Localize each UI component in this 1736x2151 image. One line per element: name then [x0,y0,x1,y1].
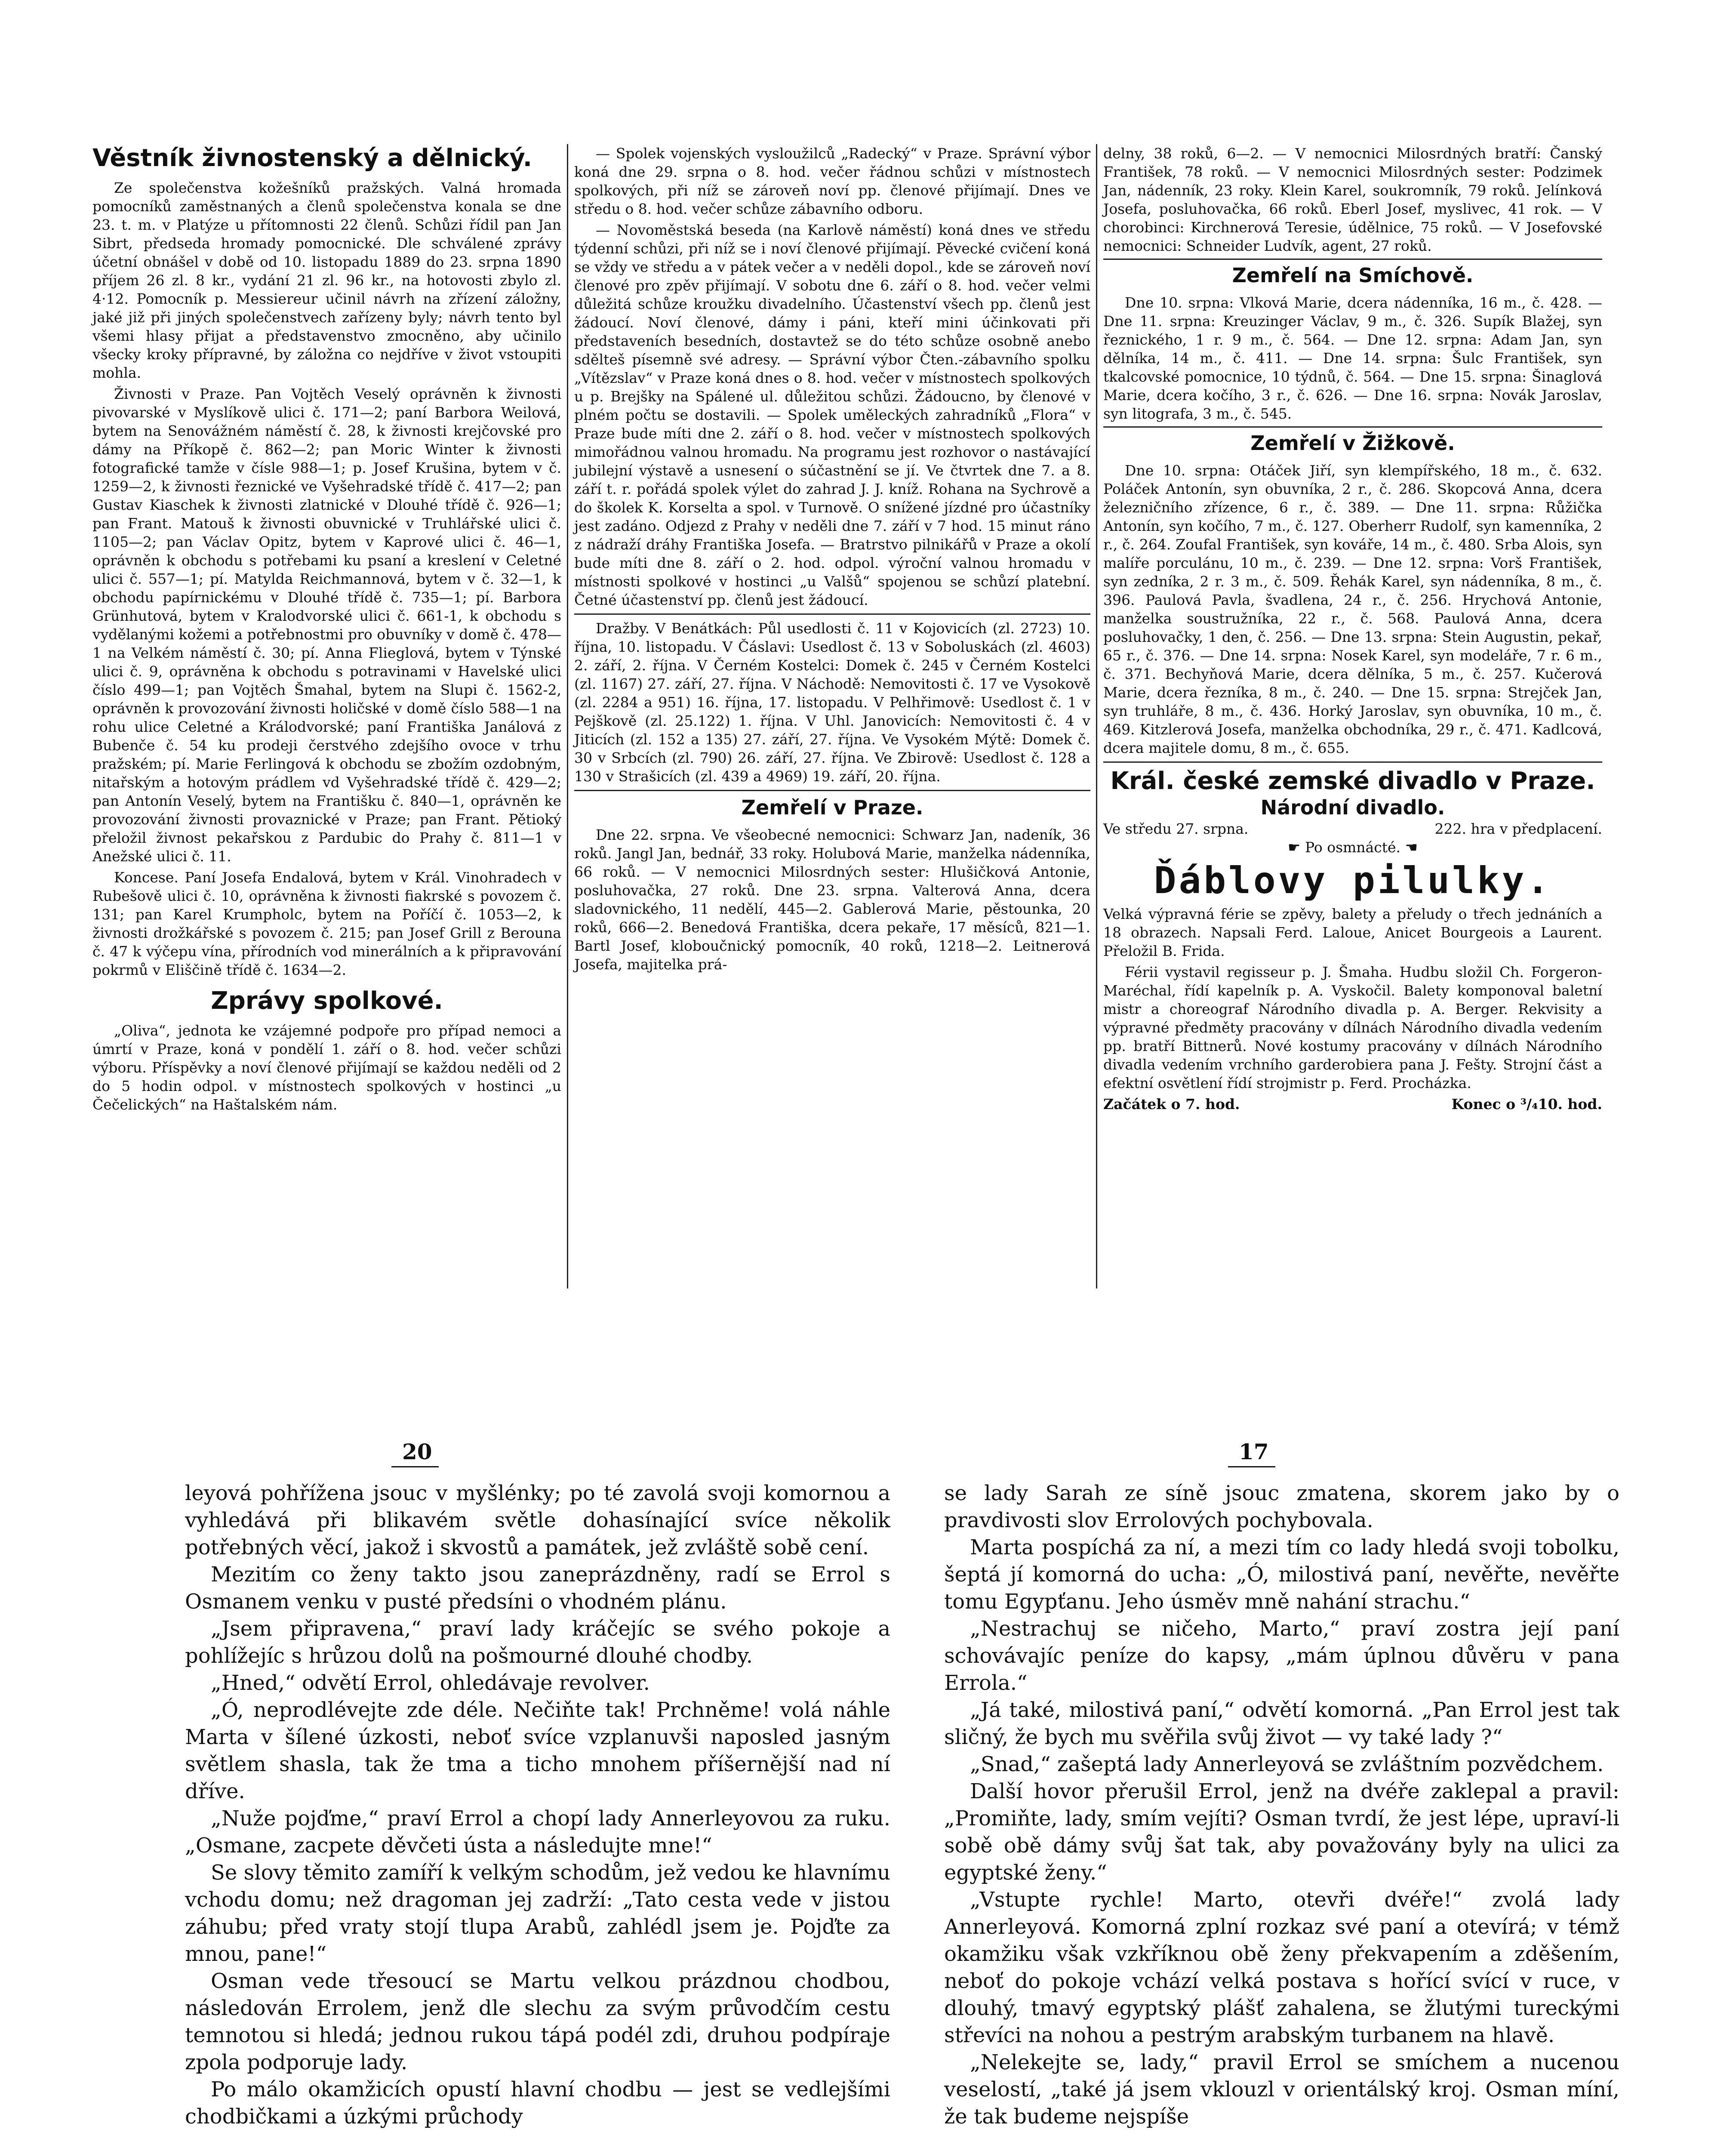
paragraph: — Novoměstská beseda (na Karlově náměstí) koná dnes ve středu týdenní schůzi, při níž se i noví členové přijímají. Pěvecké cvičení koná se vždy ve středu a v pátek večer a v neděli dopol., kde se zároveň noví členové pro zpěv přijímají. V sobotu dne 6. září o 8. hod. večer velmi důležitá schůze kroužku divadelního. Účastenství všech pp. členů jest žádoucí. Noví členové, dámy i páni, kteří mini účinkovati při představeních besedních, dostavtež se do této schůze osobně anebo sdělteš písemně své adresy. — Správní výbor Čten.-zábavního spolku „Vítězslav“ v Praze koná dnes o 8. hod. večer v místnostech spolkových u p. Brejšky na Spálené ul. důležitou schůzi. Žádoucno, by členové v plném počtu se dostavili. — Spolek uměleckých zahradníků „Flora“ v Praze bude míti dne 2. září o 8. hod. večer v místnostech spolkových mimořádnou valnou hromadu. Na programu jest rozhovor o nastávající jubilejní výstavě a usnesení o súčastnění se jí. Ve čtvrtek dne 7. a 8. září t. r. pořádá spolek výlet do zahrad J. J. kníž. Rohana na Sychrově a do školek K. Korselta a spol. v Turnově. O snížené jízdné pro účastníky jest zadáno. Odjezd z Prahy v neděli dne 7. září v 7 hod. 15 minut ráno z nádraží dráhy Františka Josefa. — Bratrstvo pilnikářů v Praze a okolí bude míti dne 8. září o 2. hod. odpol. výroční valnou hromadu v místnosti spolkové v hostinci „u Valšů“ spojenou se schůzí platební. Četné účastenství pp. členů jest žádoucí. [574,222,1090,608]
section-heading-trade: Věstník živnostenský a dělnický. [92,144,532,172]
paragraph: Koncese. Paní Josefa Endalová, bytem v Král. Vinohradech v Rubešově ulici č. 10, oprávněna k živnosti fiakrské s povozem č. 131; pan Karel Krumpholc, bytem na Poříčí č. 1053—2, k živnosti drožkářské s povozem č. 215; pan Josef Grill z Berouna č. 47 k výčepu vína, přírodních vod minerálních a k připravování pokrmů v Eliščině třídě č. 1634—2. [92,869,561,978]
paragraph: se lady Sarah ze síně jsouc zmatena, skorem jako by o pravdivosti slov Errolových pochybovala. [944,1481,1619,1532]
performance-number: ☛ Po osmnácté. ☚ [1287,839,1418,856]
paragraph: Mezitím co ženy takto jsou zaneprázdněny, radí se Errol s Osmanem venku v pusté předsíni o vhodném plánu. [185,1562,890,1614]
paragraph: Ze společenstva kožešníků pražských. Valná hromada pomocníků zaměstnaných a členů společenstva konala se dne 23. t. m. v Platýze u přítomnosti 22 členů. Schůzi řídil pan Jan Sibrt, předseda hromady pomocnické. Dle schválené zprávy účetní obnášel v době od 10. listopadu 1889 do 23. srpna 1890 příjem 26 zl. 8 kr., vydání 21 zl. 96 kr., na hotovosti zbylo zl. 4·12. Pomocník p. Messiereur učinil návrh na zřízení záložny, jaké již při jiných společenstvech zařízeny byly; návrh tento byl všemi hlasy přijat a představenstvo zmocněno, aby učinilo všecky kroky přípravné, by záložna co nejdříve v život vstoupiti mohla. [92,179,561,381]
paragraph: Další hovor přerušil Errol, jenž na dvéře zaklepal a pravil: „Promiňte, lady, smím vejíti? Osman tvrdí, že jest lépe, upraví-li sobě obě dámy svůj šat tak, aby považovány byly na ulici za egyptské ženy.“ [944,1779,1619,1885]
paragraph: „Nuže pojďme,“ praví Errol a chopí lady Annerleyovou za ruku. „Osmane, zacpete děvčeti ústa a následujte mne!“ [185,1806,890,1858]
page-number-underline [391,1466,439,1467]
play-title: Ďáblovy pilulky. [1154,859,1552,902]
paragraph: — Spolek vojenských vysloužilců „Radecký“ v Praze. Správní výbor koná dne 29. srpna o 8. hod. večer řádnou schůzi v místnostech spolkových, při níž se zároveň noví pp. členové přijímají. Dnes ve středu o 8. hod. večer schůze zábavního odboru. [574,145,1090,217]
column-divider [567,144,568,1288]
page-number-right: 17 [1239,1439,1269,1464]
show-info-row [1103,820,1602,838]
column-1 [92,144,561,1116]
paragraph: „Já také, milostivá paní,“ odvětí komorná. „Pan Errol jest tak sličný, že bych mu svěřila svůj život — vy také lady ?“ [944,1698,1619,1749]
paragraph: Osman vede třesoucí se Martu velkou prázdnou chodbou, následován Errolem, jenž dle slechu za svým průvodčím cestu temnotou si hledá; jednou rukou tápá podél zdi, druhou podpíraje zpola podporuje lady. [185,1969,890,2074]
paragraph: „Vstupte rychle! Marto, otevři dvéře!“ zvolá lady Annerleyová. Komorná zplní rozkaz své paní a otevírá; v témž okamžiku však vzkříknou obě ženy překvapením a zděšením, neboť do pokoje vchází velká postava s hořící svící v ruce, v dlouhý, tmavý egyptský plášť zahalena, se žlutými tureckými střevíci na nohou a pestrým arabským turbanem na hlavě. [944,1888,1619,2047]
paragraph: Dne 10. srpna: Otáček Jiří, syn klempířského, 18 m., č. 632. Poláček Antonín, syn obuvníka, 2 r., č. 286. Skopcová Anna, dcera železničního zřízence, 6 r., č. 389. — Dne 11. srpna: Růžička Antonín, syn kočího, 7 m., č. 127. Oberherr Rudolf, syn kamenníka, 2 r., č. 264. Zoufal František, syn kováře, 14 m., č. 480. Srba Alois, syn malíře porculánu, 10 m., č. 239. — Dne 12. srpna: Vorš František, syn zedníka, 2 r. 3 m., č. 509. Řehák Karel, syn nádenníka, 8 m., č. 396. Paulová Pavla, švadlena, 24 r., č. 256. Hrychová Antonie, manželka soustružníka, 22 r., č. 568. Paulová Anna, dcera posluhovačky, 1 den, č. 256. — Dne 13. srpna: Stein Augustin, pekař, 65 r., č. 376. — Dne 14. srpna: Nosek Karel, syn modeláře, 7 r. 6 m., č. 371. Bechyňová Marie, dcera dělníka, 5 m., č. 257. Kučerová Marie, dcera řezníka, 8 m., č. 240. — Dne 15. srpna: Strejček Jan, syn truhláře, 8 m., č. 436. Horký Jaroslav, syn obuvníka, 10 m., č. 469. Kitzlerová Josefa, manželka obchodníka, 29 r., č. 471. Kadlcová, dcera majitele domu, 8 m., č. 655. [1103,462,1602,756]
paragraph: Živnosti v Praze. Pan Vojtěch Veselý oprávněn k živnosti pivovarské v Myslíkově ulici č. 171—2; paní Barbora Weilová, bytem na Senovážném náměstí č. 28, k živnosti krejčovské pro dámy na Příkopě č. 862—2; pan Moric Winter k živnosti fotografické tamže v čísle 988—1; p. Josef Krušina, bytem v č. 1259—2, k živnosti řeznické ve Vyšehradské třídě č. 417—2; pan Gustav Kiaschek k živnosti zlatnické v Dlouhé třídě č. 926—1; pan Frant. Matouš k živnosti obuvnické v Truhlářské ulici č. 1105—2; pan Václav Opitz, bytem v Kaprové ulici č. 46—1, oprávněn k obchodu s potřebami ku psaní a kreslení v Celetné ulici č. 557—1; pí. Matylda Reichmannová, bytem v č. 32—1, k obchodu papírnickému v Dlouhé třídě č. 735—1; pí. Barbora Grünhutová, bytem v Kralodvorské ulici č. 661-1, k obchodu s vydělanými kožemi a potřebnostmi pro obuvníky v domě č. 478—1 na Velkém náměstí č. 30; pí. Anna Flieglová, bytem v Týnské ulici č. 9, oprávněna k obchodu s potravinami v Havelské ulici číslo 499—1; pan Vojtěch Šmahal, bytem na Slupi č. 1562-2, oprávněn k provozování živnosti holičské v domě číslo 588—1 na rohu ulice Celetné a Králodvorské; paní Františka Janálová z Bubenče č. 54 ku prodeji čerstvého zdejšího ovoce v trhu pražském; pí. Marie Ferlingová k obchodu se zbožím ozdobným, nitařským a hotovým prádlem vd Vyšehradské třídě č. 429—2; pan Antonín Veselý, bytem na Františku č. 840—1, oprávněn ke provozování živnosti provaznické v Praze; pan Frant. Pětioký přeložil živnost pekařskou z Pardubic do Prahy č. 811—1 v Anežské ulici č. 11. [92,385,561,865]
section-divider [1103,761,1602,763]
section-divider [1103,426,1602,428]
pointing-hand-icon: ☚ [1400,839,1418,856]
paragraph: „Jsem připravena,“ praví lady kráčejíc se svého pokoje a pohlížejíc s hrůzou dolů na pošmourné dlouhé chodby. [185,1617,890,1668]
column-divider [1096,144,1097,1288]
paragraph: „Ó, neprodlévejte zde déle. Nečiňte tak! Prchněme! volá náhle Marta v šílené úzkosti, neboť svíce vzplanuvši naposled jasným světlem shasla, tak že tma a ticho mnohem příšernější nad ní dříve. [185,1698,890,1803]
book-page-right [944,1480,1619,2130]
paragraph: leyová pohřížena jsouc v myšlénky; po té zavolá svoji komornou a vyhledává při blikavém světle dohasínající svíce několik potřebných věcí, jakož i skvostů a památek, jež zvláště sobě cení. [185,1481,890,1559]
pointing-hand-icon: ☛ [1287,839,1305,856]
show-end: Konec o ³/₄10. hod. [1451,1096,1602,1112]
paragraph: „Snad,“ zašeptá lady Annerleyová se zvláštním pozvědchem. [970,1752,1604,1776]
paragraph: „Nestrachuj se ničeho, Marto,“ praví zostra její paní schovávajíc peníze do kapsy, „mám úplnou důvěru v pana Errola.“ [944,1617,1619,1695]
paragraph: delny, 38 roků, 6—2. — V nemocnici Milosrdných bratří: Čanský František, 78 roků. — V nemocnici Milosrdných sester: Podzimek Jan, nádenník, 23 roky. Klein Karel, soukromník, 79 roků. Jelínková Josefa, posluhovačka, 66 roků. Eberl Josef, myslivec, 41 rok. — V chorobinci: Kirchnerová Teresie, údělnice, 75 roků. — V Josefovské nemocnici: Schneider Ludvík, agent, 27 roků. [1103,145,1602,254]
page-number-left: 20 [402,1439,432,1464]
section-heading-died-prague: Zemřelí v Praze. [741,796,923,819]
theater-subtitle: Národní divadlo. [1260,796,1445,819]
section-heading-zizkov: Zemřelí v Žižkově. [1250,431,1455,455]
section-heading-clubs: Zprávy spolkové. [211,987,443,1015]
play-credits: Férii vystavil regisseur p. J. Šmaha. Hudbu složil Ch. Forgeron-Maréchal, řídí kapelník p. A. Vyskočil. Balety komponoval baletní mistr a choreograf Národního divadla p. A. Berger. Rekvisity a výpravné předměty pracovány v dílnách Národního divadla vedením pp. bratří Bittnerů. Nové kostumy pracovány v dílnách Národního divadla vedením vrchního garderobiera pana J. Fešty. Strojní část a efektní osvětlení řídí strojmistr p. Ferd. Procházka. [1103,964,1602,1091]
paragraph: Dne 22. srpna. Ve všeobecné nemocnici: Schwarz Jan, nadeník, 36 roků. Jangl Jan, bednář, 33 roky. Holubová Marie, manželka nádenníka, 66 roků. — V nemocnici Milosrdných sester: Hlušičková Antonie, posluhovačka, 27 roků. Dne 23. srpna. Valterová Anna, dcera sladovnického, 11 nedělí, 445—2. Gablerová Marie, pěstounka, 20 roků, 666—2. Benedová Františka, dcera pekaře, 17 měsíců, 821—1. Bartl Josef, kloboučnický pomocník, 40 roků, 1218—2. Leitnerová Josefa, majitelka prá- [574,826,1090,973]
column-2 [574,144,1090,976]
show-day: Ve středu 27. srpna. [1103,820,1249,837]
show-times [1103,1095,1602,1113]
section-divider [574,790,1090,791]
paragraph: „Oliva“, jednota ke vzájemné podpoře pro případ nemoci a úmrtí v Praze, koná v pondělí 1. září o 8. hod. večer schůzi výboru. Příspěvky a noví členové přijímají se každou neděli od 2 do 5 hodin odpol. v místnostech spolkových v hostinci „u Čečelických“ na Haštalském nám. [92,1022,561,1113]
paragraph: Po málo okamžicích opustí hlavní chodbu — jest se vedlejšími chodbičkami a úzkými průchody [185,2077,890,2129]
column-3 [1103,144,1602,1113]
play-description: Velká výpravná férie se zpěvy, balety a přeludy o třech jednáních a 18 obrazech. Napsali Ferd. Laloue, Anicet Bourgeois a Laurent. Přeložil B. Frida. [1103,906,1602,959]
paragraph: Marta pospíchá za ní, a mezi tím co lady hledá svoji tobolku, šeptá jí komorná do ucha: „Ó, milostivá paní, nevěřte, nevěřte tomu Egypťanu. Jeho úsměv mně nahání strachu.“ [944,1535,1619,1614]
book-page-left [185,1480,890,2130]
paragraph: „Nelekejte se, lady,“ pravil Errol se smíchem a nucenou veselostí, „také já jsem vklouzl v orientálský kroj. Osman míní, že tak budeme nejspíše [944,2050,1619,2129]
show-subscription: 222. hra v předplacení. [1434,820,1602,837]
section-heading-smichov: Zemřelí na Smíchově. [1232,264,1474,287]
section-divider [1103,259,1602,260]
show-start: Začátek o 7. hod. [1103,1096,1240,1112]
page-number-underline [1228,1466,1275,1467]
paragraph: „Hned,“ odvětí Errol, ohledávaje revolver. [211,1671,650,1695]
theater-title: Král. české zemské divadlo v Praze. [1110,767,1595,795]
section-divider [574,613,1090,615]
paragraph: Se slovy těmito zamíří k velkým schodům, jež vedou ke hlavnímu vchodu domu; než dragoman jej zadrží: „Tato cesta vede v jistou záhubu; před vraty stojí tlupa Arabů, zahlédl jsem je. Pojďte za mnou, pane!“ [185,1861,890,1966]
paragraph: Dne 10. srpna: Vlková Marie, dcera nádenníka, 16 m., č. 428. — Dne 11. srpna: Kreuzinger Václav, 9 m., č. 326. Supík Blažej, syn řeznického, 1 r. 9 m., č. 564. — Dne 12. srpna: Adam Jan, syn dělníka, 14 m., č. 411. — Dne 14. srpna: Šulc František, syn tkalcovské pomocnice, 10 týdnů, č. 564. — Dne 15. srpna: Šinaglová Marie, dcera kočího, 3 r., č. 626. — Dne 16. srpna: Novák Jaroslav, syn litografa, 3 m., č. 545. [1103,294,1602,422]
paragraph-auctions: Dražby. V Benátkách: Půl usedlosti č. 11 v Kojovicích (zl. 2723) 10. října, 10. listopadu. V Čáslavi: Usedlost č. 13 v Soboluskách (zl. 4603) 2. září, 2. října. V Černém Kostelci: Domek č. 245 v Černém Kostelci (zl. 1167) 27. září, 27. října. V Náchodě: Nemovitosti č. 17 ve Vysokově (zl. 2284 a 951) 16. října, 17. listopadu. V Pelhřimově: Usedlost č. 1 v Pejškově (zl. 25.122) 1. října. V Uhl. Janovicích: Nemovitosti č. 4 v Jiticích (zl. 152 a 135) 27. září, 27. října. Ve Vysokém Mýtě: Domek č. 30 v Srbcích (zl. 790) 26. září, 27. října. Ve Zbirově: Usedlost č. 128 a 130 v Strašicích (zl. 439 a 4969) 19. září, 20. října. [574,620,1090,785]
